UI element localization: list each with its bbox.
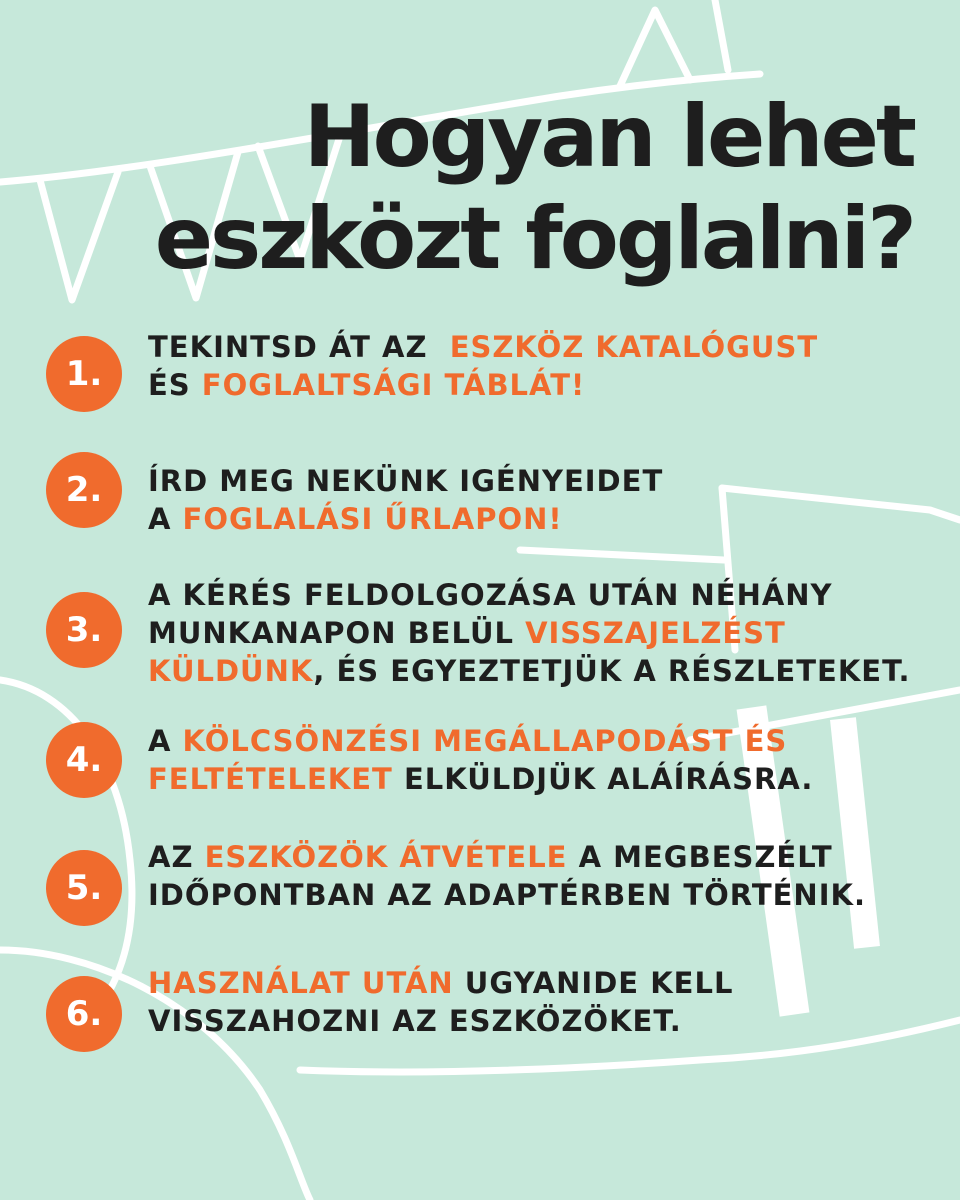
highlighted-text: FELTÉTELEKET — [148, 762, 393, 796]
step-text-line — [148, 328, 938, 366]
step-text-line — [148, 760, 938, 798]
step-text — [148, 838, 938, 914]
step-number-badge: 6. — [46, 976, 122, 1052]
highlighted-text: KÖLCSÖNZÉSI MEGÁLLAPODÁST ÉS — [182, 724, 788, 758]
step-number-badge: 4. — [46, 722, 122, 798]
plain-text: , ÉS EGYEZTETJÜK A RÉSZLETEKET. — [313, 654, 911, 688]
step-text-line — [148, 1002, 938, 1040]
step-text — [148, 964, 938, 1040]
plain-text: A MEGBESZÉLT — [567, 840, 833, 874]
step-number-badge: 1. — [46, 336, 122, 412]
step-text-line — [148, 722, 938, 760]
plain-text: IDŐPONTBAN AZ ADAPTÉRBEN TÖRTÉNIK. — [148, 878, 866, 912]
plain-text: A — [148, 724, 183, 758]
plain-text: TEKINTSD ÁT AZ — [148, 330, 450, 364]
plain-text: UGYANIDE KELL — [453, 966, 734, 1000]
highlighted-text: FOGLALTSÁGI TÁBLÁT! — [201, 368, 586, 402]
step-text — [148, 576, 938, 690]
plain-text: MUNKANAPON BELÜL — [148, 616, 526, 650]
highlighted-text: ESZKÖZ KATALÓGUST — [449, 330, 819, 364]
plain-text: ÉS — [148, 368, 202, 402]
step-text-line — [148, 876, 938, 914]
highlighted-text: FOGLALÁSI ŰRLAPON! — [182, 502, 563, 536]
step-number-badge: 3. — [46, 592, 122, 668]
step-text-line — [148, 500, 938, 538]
highlighted-text: ESZKÖZÖK ÁTVÉTELE — [204, 840, 568, 874]
plain-text: ÍRD MEG NEKÜNK IGÉNYEIDET — [148, 464, 664, 498]
plain-text: AZ — [148, 840, 205, 874]
step-text-line — [148, 462, 938, 500]
plain-text: A KÉRÉS FELDOLGOZÁSA UTÁN NÉHÁNY — [148, 578, 833, 612]
step-number-badge: 5. — [46, 850, 122, 926]
title-line-1: Hogyan lehet — [303, 87, 914, 187]
step-text-line — [148, 838, 938, 876]
step-text-line — [148, 614, 938, 652]
step-text — [148, 328, 938, 404]
plain-text: ELKÜLDJÜK ALÁÍRÁSRA. — [392, 762, 814, 796]
highlighted-text: HASZNÁLAT UTÁN — [148, 966, 454, 1000]
title-line-2: eszközt foglalni? — [154, 189, 914, 289]
plain-text: A — [148, 502, 183, 536]
plain-text: VISSZAHOZNI AZ ESZKÖZÖKET. — [148, 1004, 682, 1038]
step-text-line — [148, 576, 938, 614]
step-text — [148, 722, 938, 798]
step-text-line — [148, 366, 938, 404]
highlighted-text: VISSZAJELZÉST — [525, 616, 786, 650]
highlighted-text: KÜLDÜNK — [148, 654, 314, 688]
step-text — [148, 462, 938, 538]
step-text-line — [148, 964, 938, 1002]
step-number-badge: 2. — [46, 452, 122, 528]
step-text-line — [148, 652, 938, 690]
